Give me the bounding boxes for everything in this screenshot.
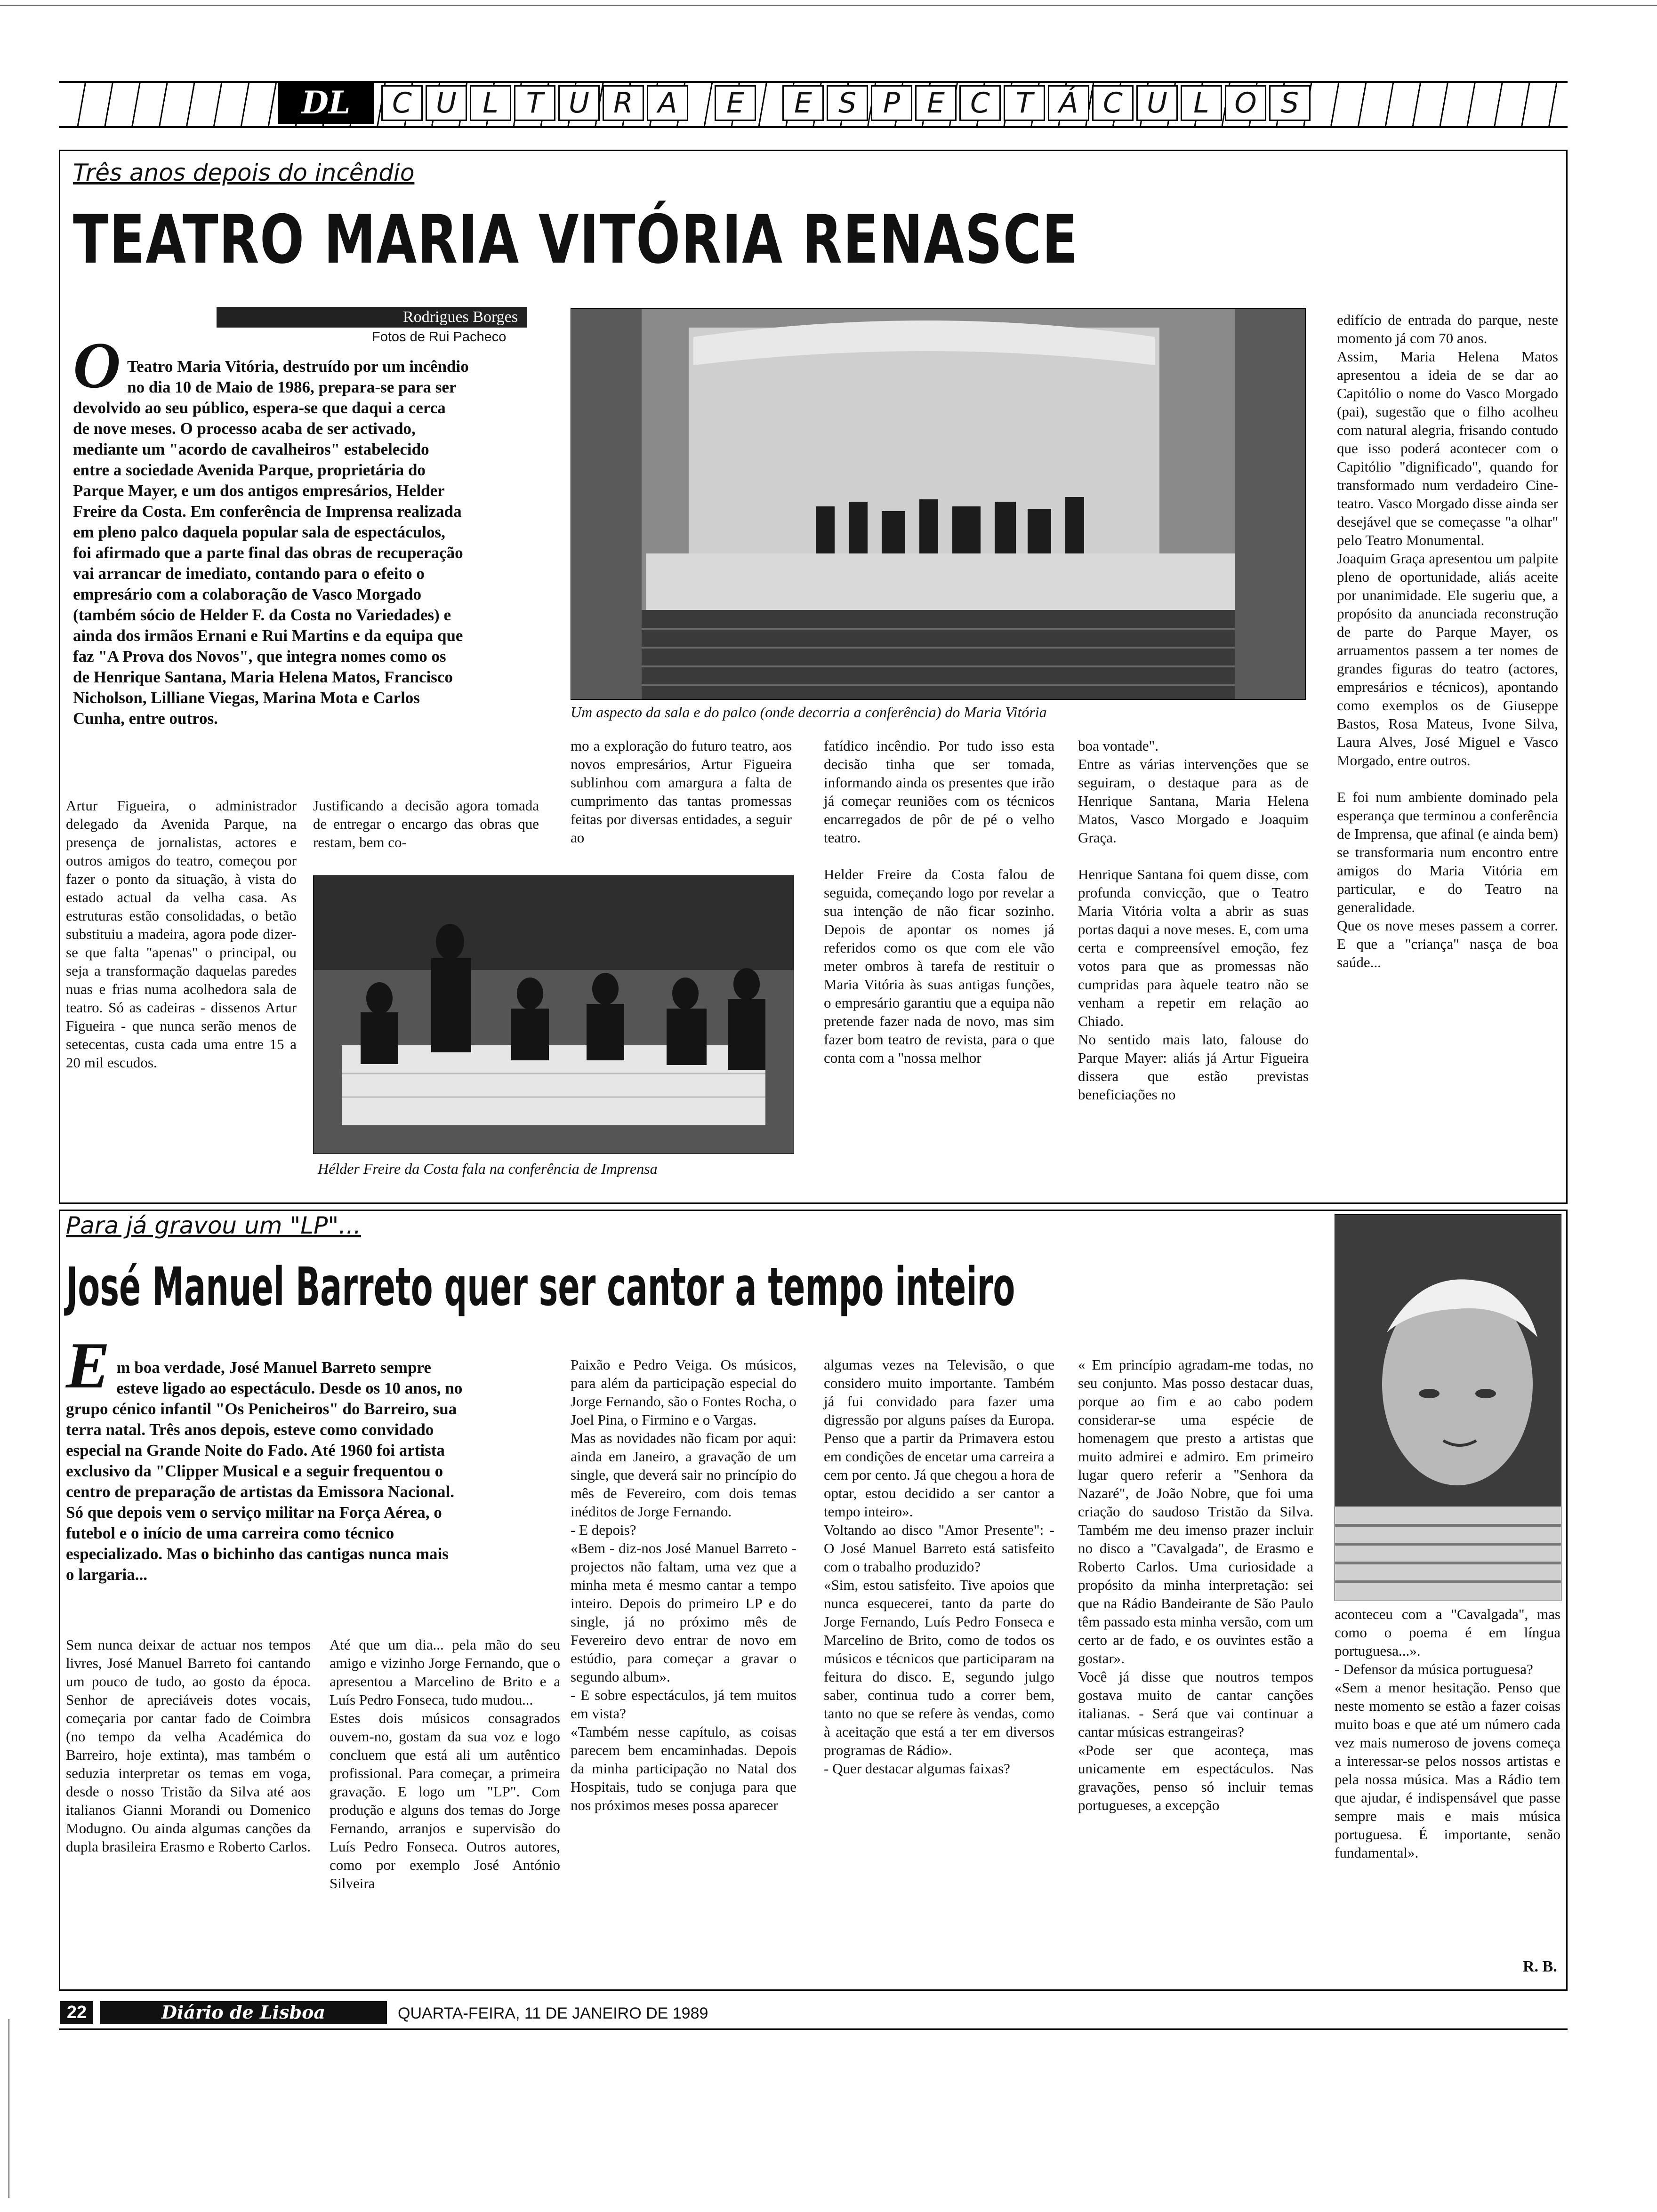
section-title-letter: T xyxy=(514,85,555,121)
section-title-letter: E xyxy=(782,85,824,121)
article2-col-c: Paixão e Pedro Veiga. Os músicos, para além da participação especial do Jorge Fernando, são o Fontes Rocha, o Joel Pina, o Firmino e o Vargas. Mas as novidades não ficam por aqui: ainda em Janeiro, a gravação de um single, que deverá sair no princípio do mês de Fevereiro, com dois temas inéditos de Jorge Fernando. - E depois? «Bem - diz-nos José Manuel Barreto - projectos não faltam, uma vez que a minha meta é mesmo cantar a tempo inteiro. Depois do primeiro LP e do single, já no próximo mês de Fevereiro devo entrar de novo em estúdio, para começar a gravar o segundo album». - E sobre espectáculos, já tem muitos em vista? «Também nesse capítulo, as coisas parecem bem encaminhadas. Depois da minha participação no Natal dos Hospitais, tudo se conjuga para que nos próximos meses possa aparecer xyxy=(571,1356,796,1813)
section-title-letter xyxy=(691,85,712,121)
article1-kicker: Três anos depois do incêndio xyxy=(73,159,415,186)
press-conference-image xyxy=(314,876,794,1154)
article2-col-d: algumas vezes na Televisão, o que considero muito importante. Também já fui convidado para fazer uma digressão por alguns países da Europa. Penso que a partir da Primavera estou em condições de encetar uma carreira a cem por cento. Já que chegou a hora de optar, estou decidido a ser cantor a tempo inteiro». Voltando ao disco "Amor Presente": - O José Manuel Barreto está satisfeito com o trabalho produzido? «Sim, estou satisfeito. Tive apoios que nunca esquecerei, tanto da parte do Jorge Fernando, Luís Pedro Fonseca e Marcelino de Brito, como de todos os músicos e técnicos que participaram na feitura do disco. E, segundo julgo saber, continua tudo a correr bem, tanto no que se refere às vendas, como à aceitação que está a ter em diversos programas de Rádio». - Quer destacar algumas faixas? xyxy=(824,1356,1054,1777)
article2-col-f: aconteceu com a "Cavalgada", mas como o poema é em língua portuguesa...». - Defensor da música portuguesa? «Sem a menor hesitação. Penso que neste momento se estão a fazer coisas muito boas e que até um número cada vez mais numeroso de jovens começa a interessar-se pelos nossos artistas e pela nossa música. Mas a Rádio tem que ajudar, é indispensável que passe sempre mais e mais música portuguesa. É importante, senão fundamental». xyxy=(1335,1606,1560,1861)
photo-press-conference xyxy=(313,875,794,1154)
section-title-letter: R xyxy=(603,85,644,121)
footer-masthead: Diário de Lisboa xyxy=(100,2001,387,2024)
theatre-stage-image xyxy=(571,309,1305,699)
article2-dropcap: E xyxy=(66,1329,110,1402)
footer-page-number: 22 xyxy=(60,2001,93,2024)
section-title-letter: A xyxy=(647,85,688,121)
footer-date: QUARTA-FEIRA, 11 DE JANEIRO DE 1989 xyxy=(398,2004,708,2022)
article2-kicker: Para já gravou um "LP"... xyxy=(66,1212,361,1239)
photo1-caption: Um aspecto da sala e do palco (onde decorria a conferência) do Maria Vitória xyxy=(571,704,1047,721)
section-title-letter: L xyxy=(470,85,511,121)
section-title-letter xyxy=(759,85,780,121)
section-title-letter: E xyxy=(715,85,756,121)
section-title-letter: U xyxy=(426,85,467,121)
section-title-letter: E xyxy=(915,85,957,121)
article2-signature: R. B. xyxy=(1523,1958,1557,1975)
article1-col-b: Justificando a decisão agora tomada de entregar o encargo das obras que restam, bem co- xyxy=(313,797,539,850)
article2-headline: José Manuel Barreto quer ser cantor a tempo inteiro xyxy=(66,1257,1015,1318)
section-title-letter: L xyxy=(1181,85,1222,121)
footer-rule xyxy=(59,2028,1568,2030)
section-title-letter: S xyxy=(827,85,868,121)
section-title-letter: U xyxy=(1136,85,1178,121)
left-margin-rule xyxy=(8,2019,9,2198)
article1-col-a: Artur Figueira, o administrador delegado da Avenida Parque, na presença de jornalistas, actores e outros amigos do teatro, começou por fazer o ponto da situação, à vista do estado actual da velha casa. As estruturas estão consolidadas, o betão substituiu a madeira, agora pode dizer-se que falta "apenas" o principal, ou seja a transformação daquelas paredes nuas e frias numa acolhedora sala de teatro. Só as cadeiras - dissenos Artur Figueira - que nunca serão menos de setecentas, custa cada uma entre 15 a 20 mil escudos. xyxy=(66,797,297,1071)
byline: Rodrigues Borges xyxy=(217,307,527,328)
section-title-letter: T xyxy=(1004,85,1045,121)
article2-lead-block xyxy=(66,1329,565,1585)
section-title-letter: C xyxy=(959,85,1001,121)
section-title-letter: C xyxy=(1092,85,1134,121)
section-title-letter: C xyxy=(381,85,423,121)
article1-dropcap: O xyxy=(73,329,121,402)
section-title xyxy=(381,85,1311,121)
article1-col-f: edifício de entrada do parque, neste momento já com 70 anos. Assim, Maria Helena Matos apresentou a ideia de se dar ao Capitólio o nome do Vasco Morgado (pai), sugestão que o filho acolheu com natural alegria, frisando contudo que isso poderá acontecer com o Capitólio "dignificado", quando for transformado num verdadeiro Cine-teatro. Vasco Morgado disse ainda ser desejável que se começasse "a olhar" pelo Teatro Monumental. Joaquim Graça apresentou um palpite pleno de oportunidade, aliás aceite por unanimidade. Ele sugeriu que, a propósito da anunciada reconstrução de parte do Parque Mayer, os arruamentos passem a ter nomes de grandes figuras do teatro (actores, empresários e técnicos), apontando como exemplos os de Giuseppe Bastos, Rosa Mateus, Ivone Silva, Laura Alves, José Miguel e Vasco Morgado, entre outros. E foi num ambiente dominado pela esperança que terminou a conferência de Imprensa, que afinal (e ainda bem) se transformaria num encontro entre amigos do Maria Vitória em particular, e do Teatro na generalidade. Que os nove meses passem a correr. E que a "criança" nasça de boa saúde... xyxy=(1337,312,1558,970)
photo2-caption: Hélder Freire da Costa fala na conferência de Imprensa xyxy=(318,1160,658,1177)
article2-lead: m boa verdade, José Manuel Barreto sempre esteve ligado ao espectáculo. Desde os 10 anos, no grupo cénico infantil "Os Penicheiros" do Barreiro, sua terra natal. Três anos depois, esteve como convidado especial na Grande Noite do Fado. Até 1960 foi artista exclusivo da "Clipper Musical e a seguir frequentou o centro de preparação de artistas da Emissora Nacional. Só que depois vem o serviço militar na Força Aérea, o futebol e o início de uma carreira como técnico especializado. Mas o bichinho das cantigas nunca mais o largaria... xyxy=(66,1358,463,1584)
article1-col-d: fatídico incêndio. Por tudo isso esta decisão tinha que ser tomada, informando ainda os presentes que irão já começar reuniões com os técnicos encarregados de pôr de pé o velho teatro. Helder Freire da Costa falou de seguida, começando logo por revelar a sua intenção de não ficar sozinho. Depois de apontar os nomes já referidos como os que com ele vão meter ombros à tarefa de restituir o Maria Vitória às suas antigas funções, o empresário garantiu que a equipa não pretende fazer nada de novo, mas sim fazer bom teatro de revista, para o que conta com a "nossa melhor xyxy=(824,737,1054,1066)
portrait-jose-manuel-barreto xyxy=(1335,1214,1561,1601)
article1-lead-block xyxy=(73,329,563,729)
article2-col-a: Sem nunca deixar de actuar nos tempos livres, José Manuel Barreto foi cantando um pouco de tudo, ao gosto da época. Senhor de apreciáveis dotes vocais, começaria por cantar fado de Coimbra (no tempo da velha Académica do Barreiro, hoje extinta), mas também o seduzia interpretar os temas em voga, desde o nosso Tristão da Silva até aos italianos Gianni Morandi ou Domenico Modugno. Ou ainda algumas canções da dupla brasileira Erasmo e Roberto Carlos. xyxy=(66,1636,311,1855)
section-title-letter: P xyxy=(871,85,912,121)
article1-lead: Teatro Maria Vitória, destruído por um incêndio no dia 10 de Maio de 1986, prepara-se para ser devolvido ao seu público, espera-se que daqui a cerca de nove meses. O processo acaba de ser activado, mediante um "acordo de cavalheiros" estabelecido entre a sociedade Avenida Parque, proprietária do Parque Mayer, e um dos antigos empresários, Helder Freire da Costa. Em conferência de Imprensa realizada em pleno palco daquela popular sala de espectáculos, foi afirmado que a parte final das obras de recuperação vai arrancar de imediato, contando para o efeito o empresário com a colaboração de Vasco Morgado (também sócio de Helder F. da Costa no Variedades) e ainda dos irmãos Ernani e Rui Martins e da equipa que faz "A Prova dos Novos", que integra nomes como os de Henrique Santana, Maria Helena Matos, Francisco Nicholson, Lilliane Viegas, Marina Mota e Carlos Cunha, entre outros. xyxy=(73,357,469,728)
article1-headline: TEATRO MARIA VITÓRIA RENASCE xyxy=(73,201,1078,279)
article1-col-e: boa vontade". Entre as várias intervenções que se seguiram, o destaque para as de Henrique Santana, Maria Helena Matos, Vasco Morgado e Joaquim Graça. Henrique Santana foi quem disse, com profunda convicção, que o Teatro Maria Vitória volta a abrir as suas portas daqui a nove meses. E, com uma certa e compreensível emoção, fez votos para que as promessas não cumpridas para àquele teatro não se venham a repetir em relação ao Chiado. No sentido mais lato, falouse do Parque Mayer: aliás já Artur Figueira dissera que estão previstas beneficiações no xyxy=(1078,737,1309,1103)
article2-col-e: « Em princípio agradam-me todas, no seu conjunto. Mas posso destacar duas, porque ao fim e ao cabo podem considerar-se uma espécie de homenagem que presto a artistas que muito admirei e admiro. Em primeiro lugar quero referir a "Senhora da Nazaré", de João Nobre, que foi uma criação do saudoso Tristão da Silva. Também me deu imenso prazer incluir no disco a "Cavalgada", de Erasmo e Roberto Carlos. Uma curiosidade a propósito da minha interpretação: sei que na Rádio Bandeirante de São Paulo têm passado esta minha versão, com um certo ar de fado, e os ouvintes estão a gostar». Você já disse que noutros tempos gostava muito de cantar canções italianas. - Será que vai continuar a cantar músicas estrangeiras? «Pode ser que aconteça, mas unicamente em espectáculos. Nas gravações, penso só incluir temas portugueses, a excepção xyxy=(1078,1356,1313,1813)
section-title-letter: S xyxy=(1269,85,1311,121)
section-title-letter: Á xyxy=(1048,85,1089,121)
section-logo: DL xyxy=(278,81,374,124)
top-rule xyxy=(0,5,1657,6)
portrait-image xyxy=(1335,1215,1561,1601)
section-title-letter: U xyxy=(558,85,600,121)
photo-credit: Fotos de Rui Pacheco xyxy=(372,329,507,345)
section-title-letter: O xyxy=(1225,85,1266,121)
article1-col-c: mo a exploração do futuro teatro, aos novos empresários, Artur Figueira sublinhou com amargura a falta de cumprimento das tantas promessas feitas por diversas entidades, a seguir ao xyxy=(571,737,792,846)
photo-theatre-stage xyxy=(571,308,1306,700)
article2-col-b: Até que um dia... pela mão do seu amigo e vizinho Jorge Fernando, que o apresentou a Marcelino de Brito e a Luís Pedro Fonseca, tudo mudou... Estes dois músicos consagrados ouvem-no, gostam da sua voz e logo concluem que está ali um autêntico profissional. Para começar, a primeira gravação. E logo um "LP". Com produção e alguns dos temas do Jorge Fernando, arranjos e supervisão do Luís Pedro Fonseca. Outros autores, como por exemplo José António Silveira xyxy=(330,1636,560,1891)
